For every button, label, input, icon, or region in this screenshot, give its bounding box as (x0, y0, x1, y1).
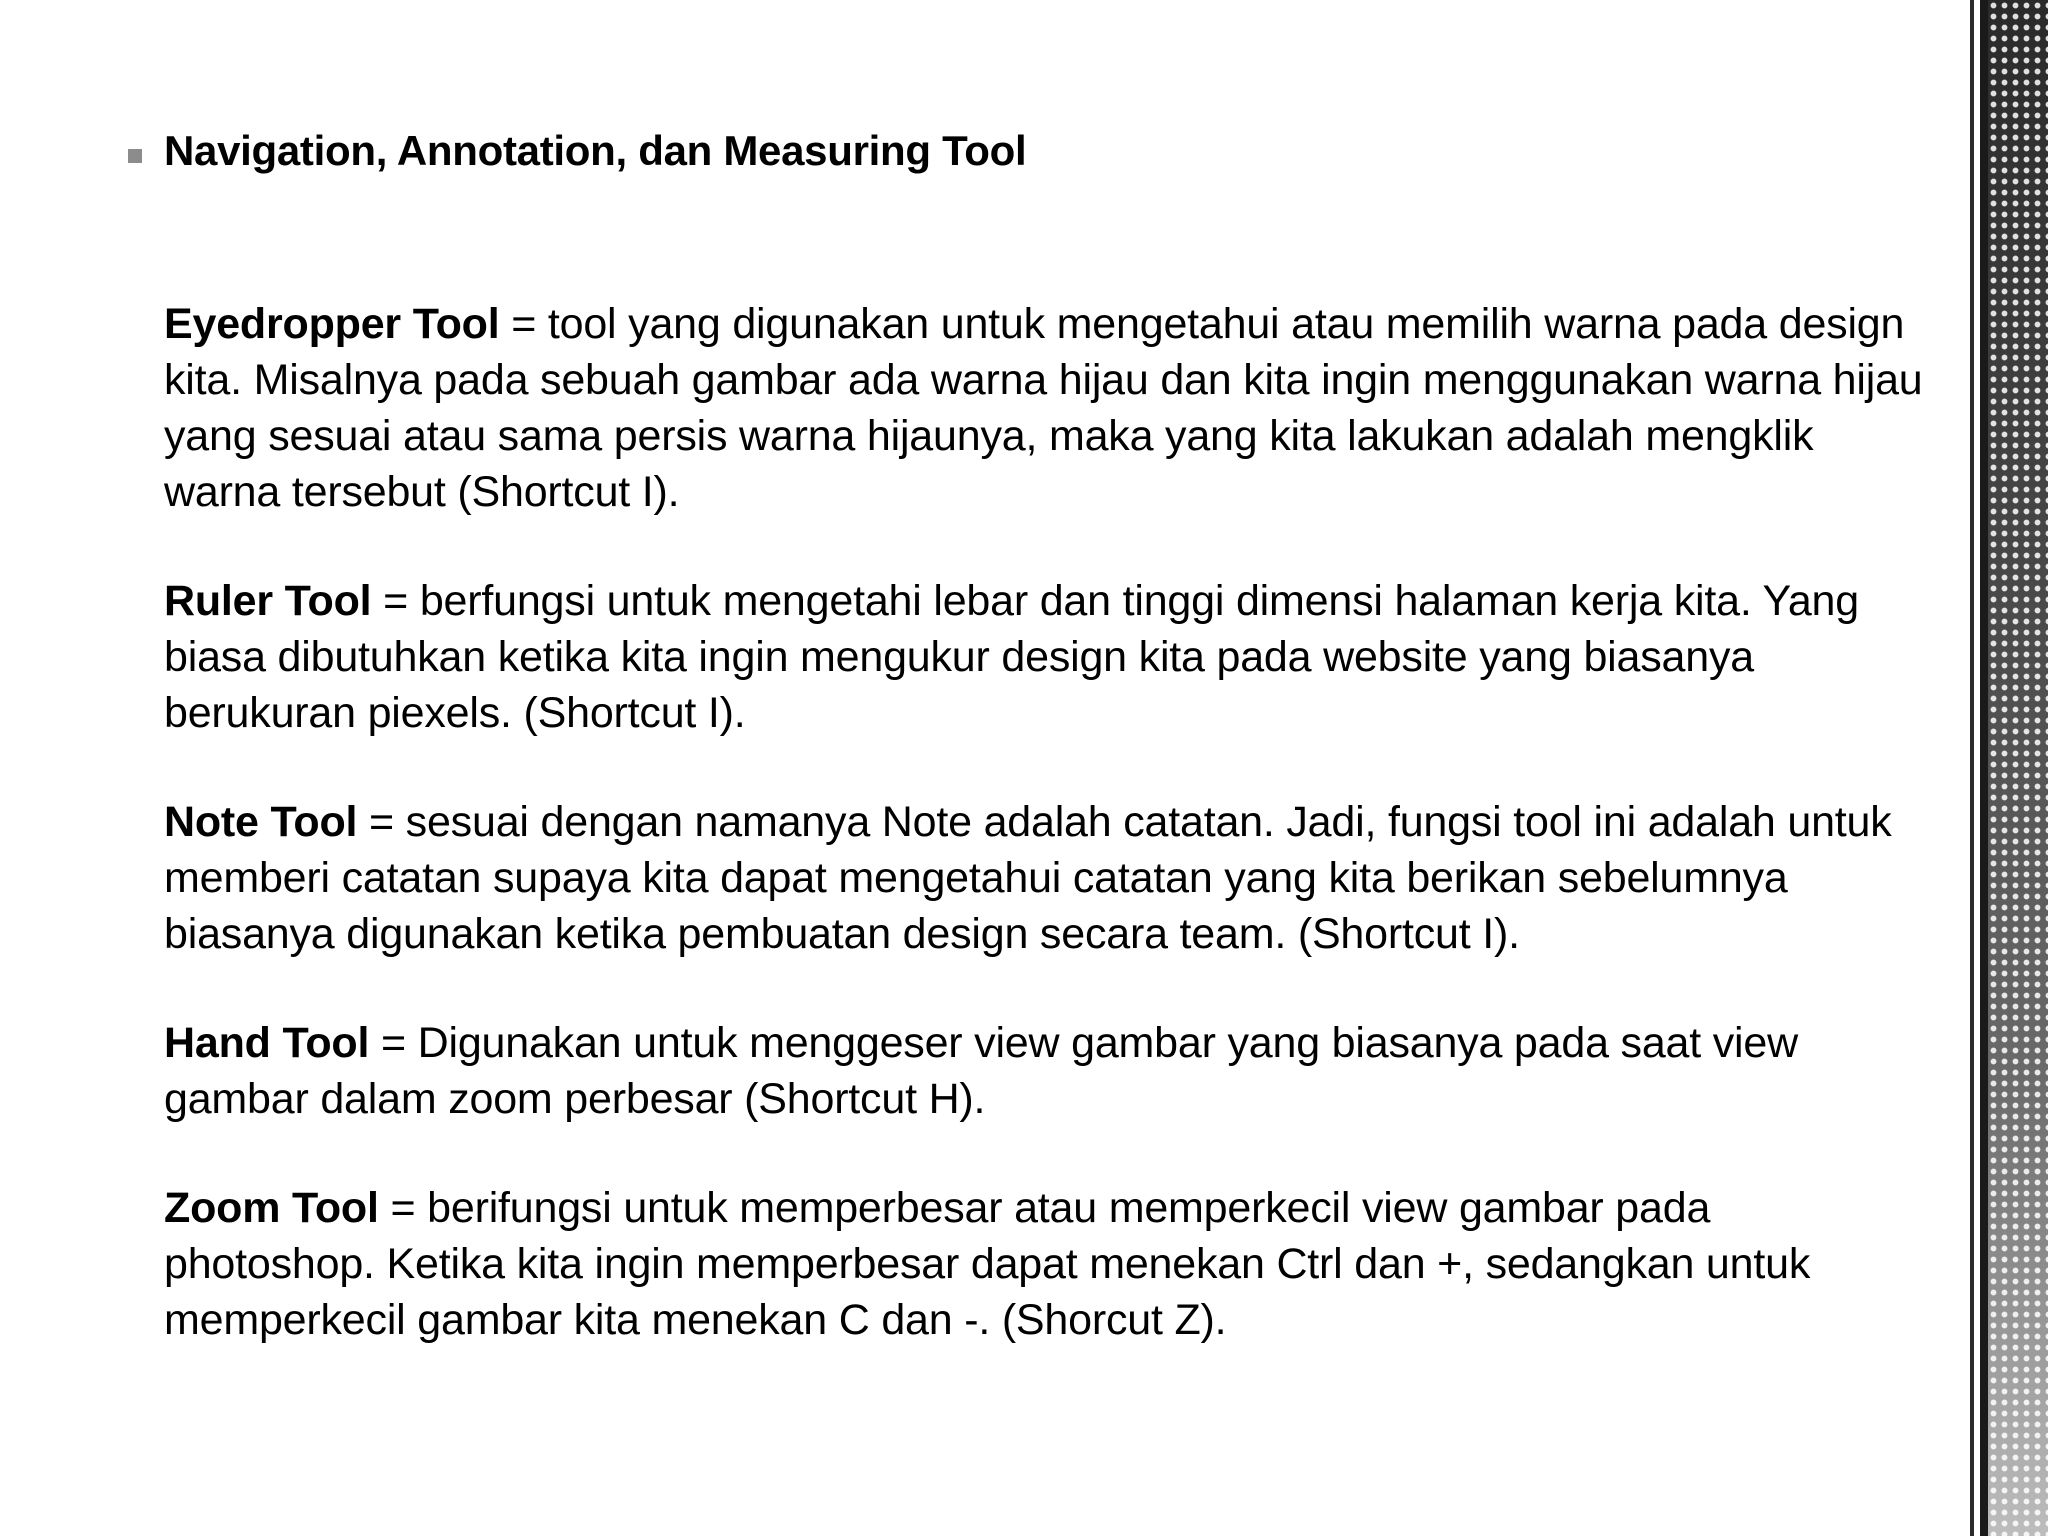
desc-hand-tool: = Digunakan untuk menggeser view gambar yang biasanya pada saat view gambar dalam zoom perbesar (Shortcut H). (164, 1019, 1798, 1123)
slide-heading: Navigation, Annotation, dan Measuring Tool (164, 127, 1027, 174)
paragraph-eyedropper-tool (164, 296, 1924, 520)
paragraph-hand-tool (164, 1015, 1924, 1127)
square-bullet-icon (128, 149, 142, 163)
term-note-tool: Note Tool (164, 798, 358, 846)
decorative-border-bar (1980, 0, 1988, 1536)
paragraph-note-tool (164, 794, 1924, 962)
paragraph-zoom-tool (164, 1180, 1924, 1348)
slide-body (164, 296, 1924, 1401)
term-zoom-tool: Zoom Tool (164, 1184, 379, 1232)
term-eyedropper-tool: Eyedropper Tool (164, 300, 500, 348)
desc-eyedropper-tool: = tool yang digunakan untuk mengetahui atau memilih warna pada design kita. Misalnya pada sebuah gambar ada warna hijau dan kita ingin menggunakan warna hijau yang sesuai atau sama persis warna hijaunya, maka yang kita lakukan adalah mengklik warna tersebut (Shortcut I). (164, 300, 1923, 516)
term-ruler-tool: Ruler Tool (164, 577, 372, 625)
halftone-decoration (1988, 0, 2048, 1536)
paragraph-ruler-tool (164, 573, 1924, 741)
term-hand-tool: Hand Tool (164, 1019, 370, 1067)
desc-note-tool: = sesuai dengan namanya Note adalah catatan. Jadi, fungsi tool ini adalah untuk memberi catatan supaya kita dapat mengetahui catatan yang kita berikan sebelumnya biasanya digunakan ketika pembuatan design secara team. (Shortcut I). (164, 798, 1892, 958)
desc-ruler-tool: = berfungsi untuk mengetahi lebar dan tinggi dimensi halaman kerja kita. Yang biasa dibutuhkan ketika kita ingin mengukur design kita pada website yang biasanya berukuran piexels. (Shortcut I). (164, 577, 1859, 737)
desc-zoom-tool: = berifungsi untuk memperbesar atau memperkecil view gambar pada photoshop. Ketika kita ingin memperbesar dapat menekan Ctrl dan +, sedangkan untuk memperkecil gambar kita menekan C dan -. (Shorcut Z). (164, 1184, 1811, 1344)
